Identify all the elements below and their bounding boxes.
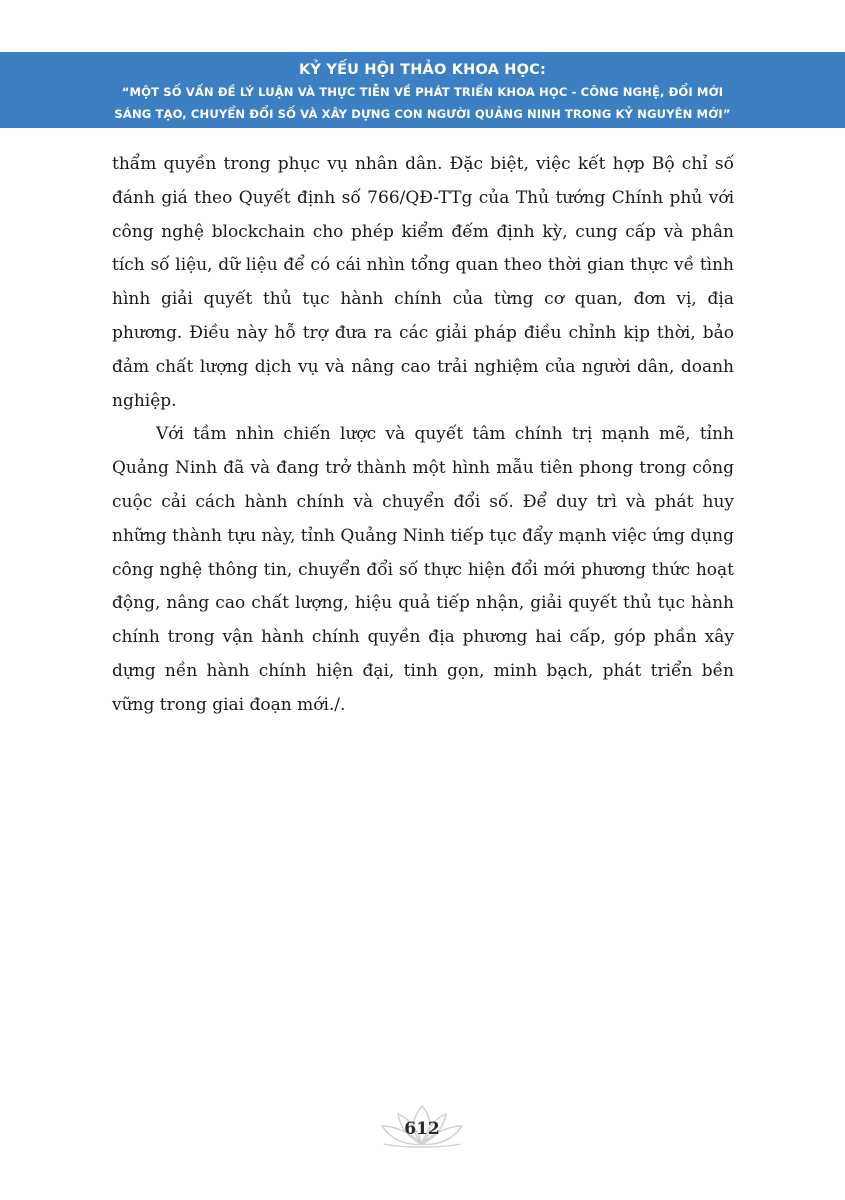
page-footer: [372, 1104, 472, 1152]
proceedings-title: KỶ YẾU HỘI THẢO KHOA HỌC:: [298, 62, 547, 78]
body-text: [112, 148, 734, 723]
page-number: 612: [404, 1119, 440, 1139]
paragraph-conclusion: Với tầm nhìn chiến lược và quyết tâm chính trị mạnh mẽ, tỉnh Quảng Ninh đã và đang trở thành một hình mẫu tiên phong trong công cuộc cải cách hành chính và chuyển đổi số. Để duy trì và phát huy những thành tựu này, tỉnh Quảng Ninh tiếp tục đẩy mạnh việc ứng dụng công nghệ thông tin, chuyển đổi số thực hiện đổi mới phương thức hoạt động, nâng cao chất lượng, hiệu quả tiếp nhận, giải quyết thủ tục hành chính trong vận hành chính quyền địa phương hai cấp, góp phần xây dựng nền hành chính hiện đại, tinh gọn, minh bạch, phát triển bền vững trong giai đoạn mới./.: [112, 424, 734, 715]
paragraph-continuation: thẩm quyền trong phục vụ nhân dân. Đặc biệt, việc kết hợp Bộ chỉ số đánh giá theo Quyết định số 766/QĐ-TTg của Thủ tướng Chính phủ với công nghệ blockchain cho phép kiểm đếm định kỳ, cung cấp và phân tích số liệu, dữ liệu để có cái nhìn tổng quan theo thời gian thực về tình hình giải quyết thủ tục hành chính của từng cơ quan, đơn vị, địa phương. Điều này hỗ trợ đưa ra các giải pháp điều chỉnh kịp thời, bảo đảm chất lượng dịch vụ và nâng cao trải nghiệm của người dân, doanh nghiệp.: [112, 154, 734, 411]
header-banner: [0, 52, 845, 128]
conference-title-line-2: SÁNG TẠO, CHUYỂN ĐỔI SỐ VÀ XÂY DỰNG CON NGƯỜI QUẢNG NINH TRONG KỶ NGUYÊN MỚI”: [114, 107, 731, 121]
conference-title-line-1: “MỘT SỐ VẤN ĐỀ LÝ LUẬN VÀ THỰC TIỄN VỀ PHÁT TRIỂN KHOA HỌC - CÔNG NGHỆ, ĐỔI MỚI: [121, 85, 724, 99]
